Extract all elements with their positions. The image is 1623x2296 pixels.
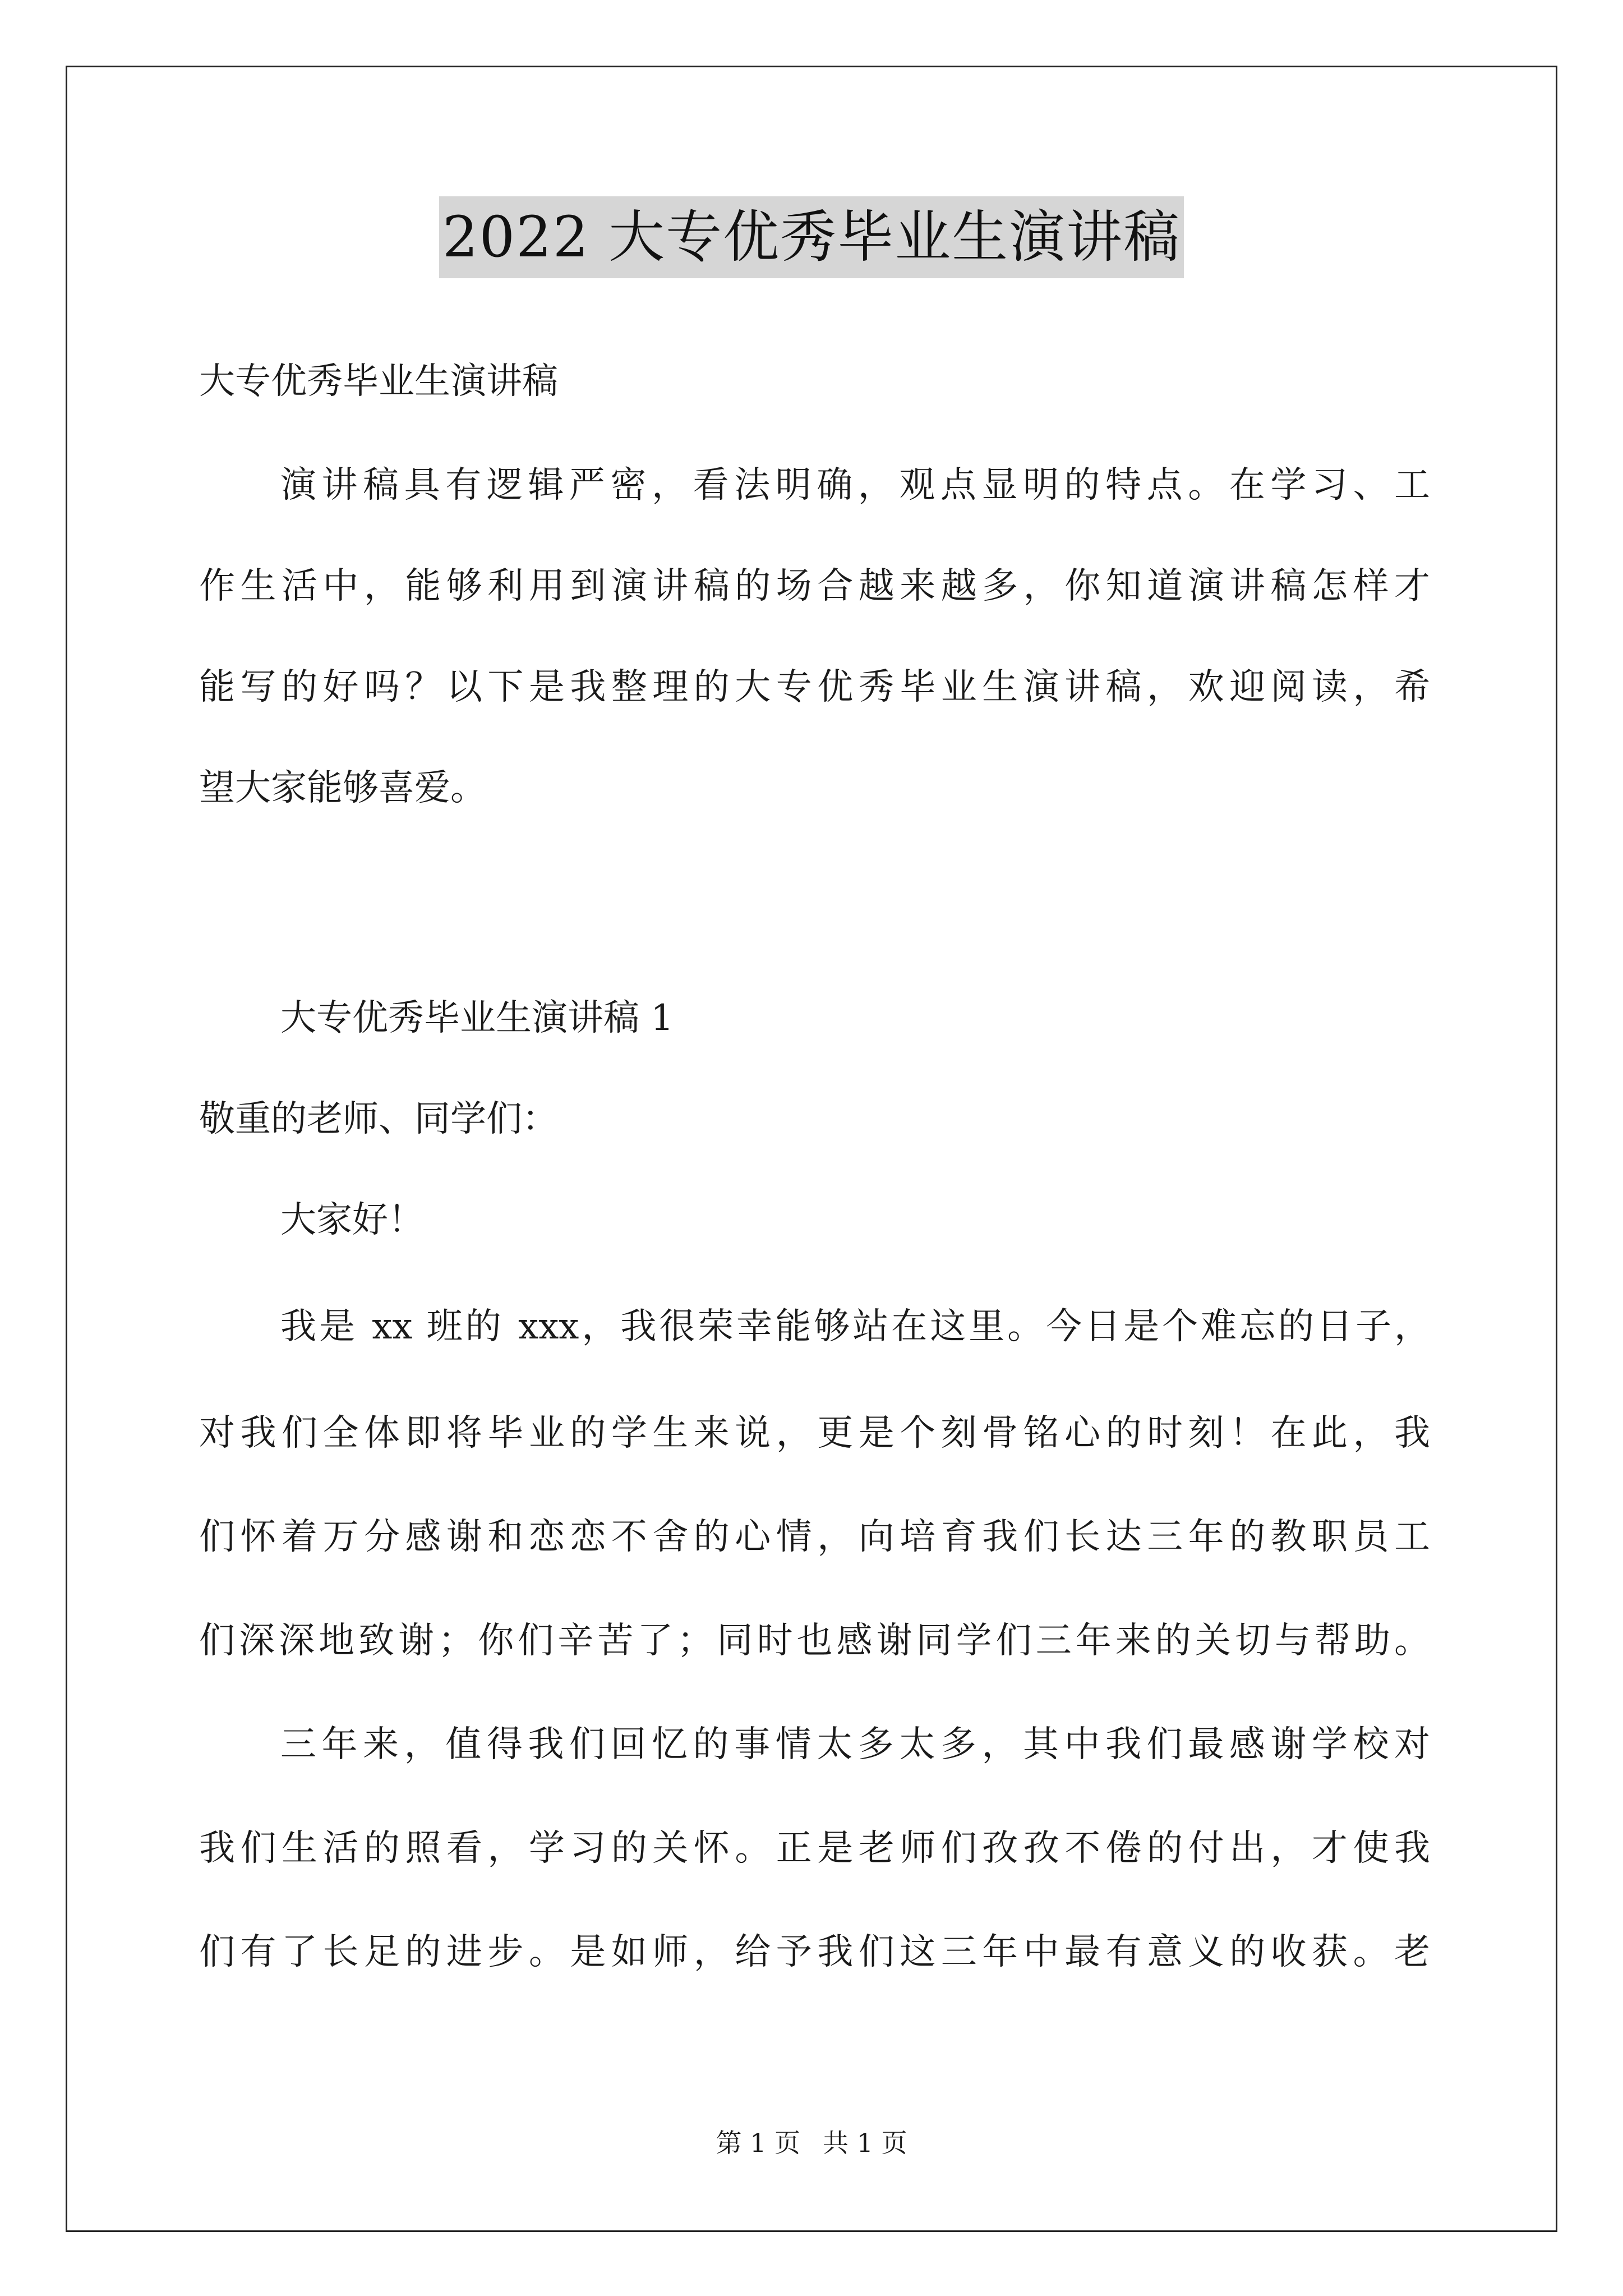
paragraph-line: 能写的好吗？以下是我整理的大专优秀毕业生演讲稿，欢迎阅读，希 (199, 666, 1430, 708)
document-title: 2022 大专优秀毕业生演讲稿 (439, 196, 1184, 278)
title-container (0, 196, 1623, 278)
page-footer (0, 2126, 1623, 2160)
paragraph-line: 作生活中，能够利用到演讲稿的场合越来越多，你知道演讲稿怎样才 (199, 565, 1430, 607)
subtitle-line: 大专优秀毕业生演讲稿 (199, 361, 558, 402)
paragraph-line: 三年来，值得我们回忆的事情太多太多，其中我们最感谢学校对 (280, 1724, 1430, 1765)
paragraph-line: 对我们全体即将毕业的学生来说，更是个刻骨铭心的时刻！在此，我 (199, 1412, 1430, 1454)
salutation-line: 敬重的老师、同学们： (199, 1098, 558, 1140)
paragraph-line: 们有了长足的进步。是如师，给予我们这三年中最有意义的收获。老 (199, 1931, 1430, 1973)
paragraph-line: 望大家能够喜爱。 (199, 767, 486, 809)
paragraph-line: 我们生活的照看，学习的关怀。正是老师们孜孜不倦的付出，才使我 (199, 1828, 1430, 1869)
greeting-line: 大家好！ (280, 1199, 424, 1241)
paragraph-line: 们怀着万分感谢和恋恋不舍的心情，向培育我们长达三年的教职员工 (199, 1516, 1430, 1558)
paragraph-line: 演讲稿具有逻辑严密，看法明确，观点显明的特点。在学习、工 (280, 464, 1430, 506)
page-number: 第 1 页 (716, 2128, 800, 2158)
page-total: 共 1 页 (823, 2128, 907, 2158)
paragraph-line: 们深深地致谢；你们辛苦了；同时也感谢同学们三年来的关切与帮助。 (199, 1620, 1430, 1662)
section-heading: 大专优秀毕业生演讲稿 1 (280, 997, 674, 1039)
paragraph-line: 我是 xx 班的 xxx，我很荣幸能够站在这里。今日是个难忘的日子， (280, 1306, 1430, 1347)
